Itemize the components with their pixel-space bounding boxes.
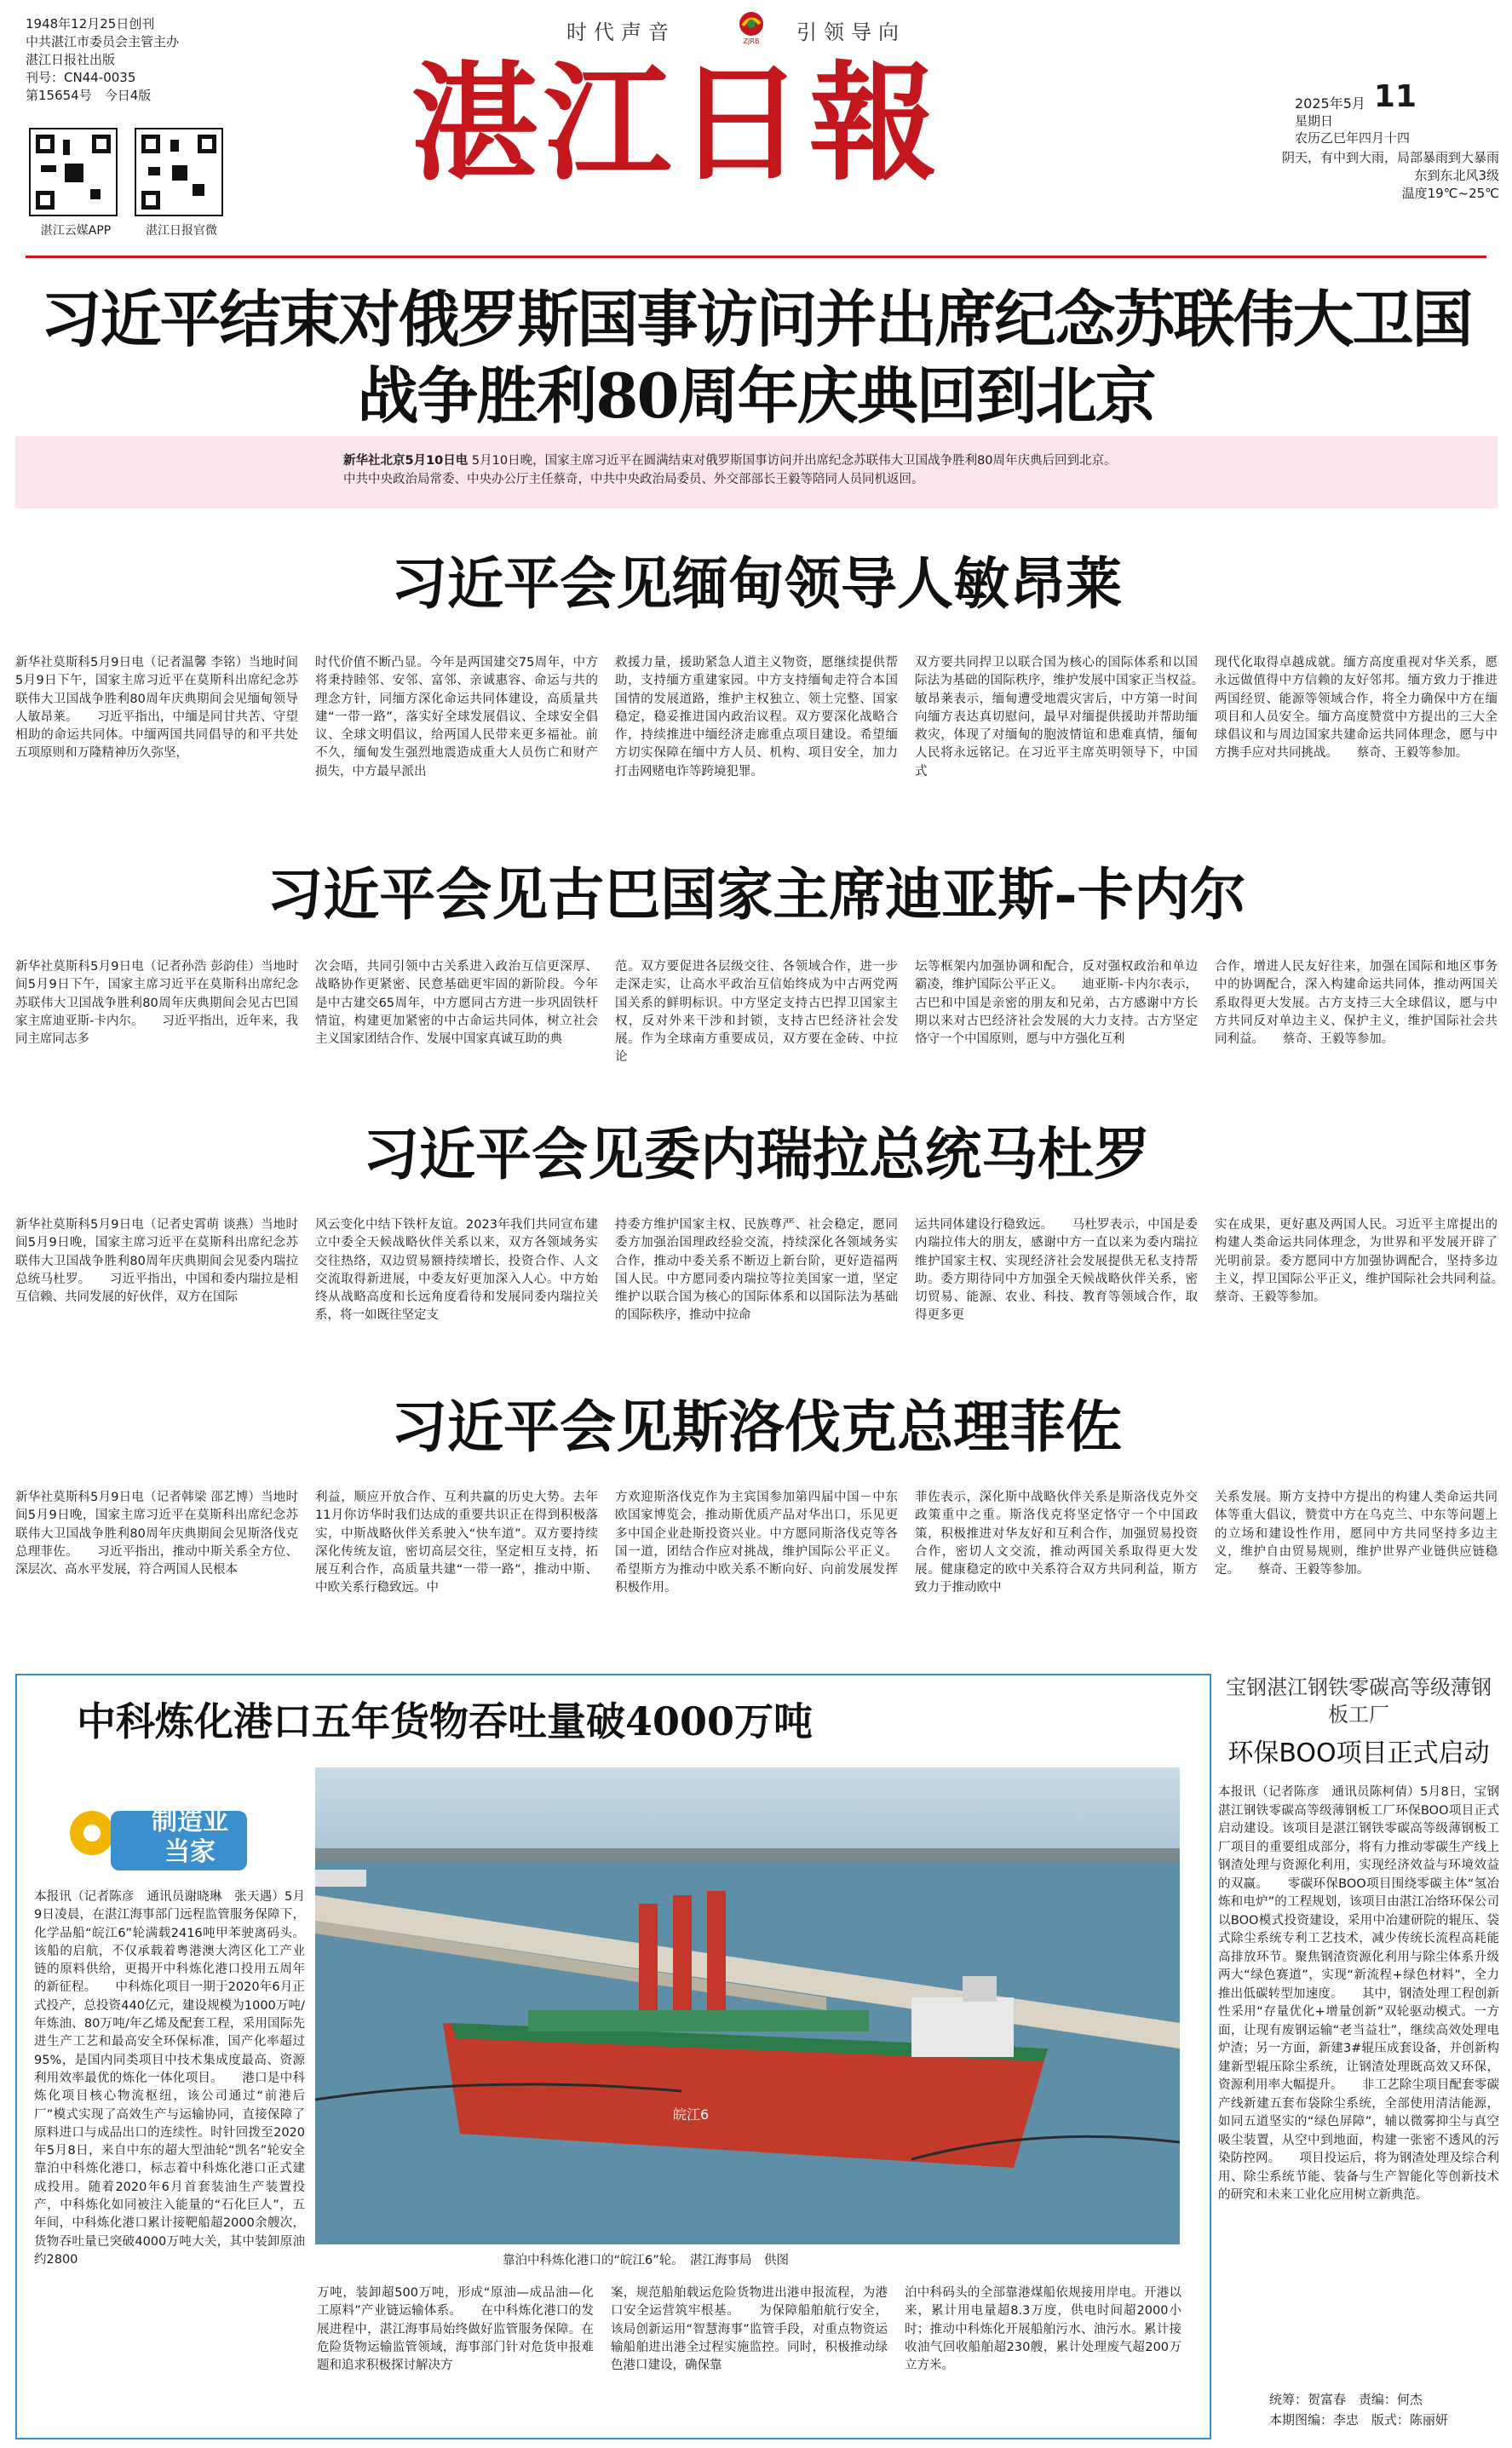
article-headline: 习近平会见古巴国家主席迪亚斯-卡内尔 (267, 861, 1246, 928)
article-column: 菲佐表示，深化斯中战略伙伴关系是斯洛伐克外交政策重中之重。斯洛伐克将坚定恪守一个中国政策，积极推进对华友好和互利合作，加强贸易投资合作，密切人文交流，推动两国关系取得更大发展。健康稳定的欧中关系符合双方共同利益，斯方致力于推动欧中 (915, 1491, 1198, 1595)
slogan-left: 时代声音 (566, 20, 676, 44)
newspaper-emblem-icon (731, 7, 772, 48)
feature-lower-columns (317, 2284, 1181, 2425)
feature-column: 泊中科码头的全部靠港煤船依规接用岸电。开港以来，累计用电量超8.3万度，供电时间超2000小时；推动中科炼化开展船舶污水、油污水。累计接收油气回收船舶超230艘，累计处理废气超200万立方米。 (905, 2286, 1181, 2373)
date-year-month: 2025年5月 (1295, 95, 1365, 112)
lead-headline: 习近平结束对俄罗斯国事访问并出席纪念苏联伟大卫国战争胜利80周年庆典回到北京 (40, 283, 1472, 432)
image-editor-label: 本期图编： (1269, 2412, 1334, 2428)
feature-column: 万吨，装卸超500万吨，形成“原油—成品油—化工原料”产业链运输体系。 在中科炼化港口的发展进程中，湛江海事局始终做好监管服务保障。在危险货物运输监管领域，海事部门针对危货申报难题和追求积极探讨解决方 (317, 2286, 594, 2373)
article-column: 关系发展。斯方支持中方提出的构建人类命运共同体等重大倡议，赞赏中方在乌克兰、中东等问题上的立场和建设性作用，愿同中方共同坚持多边主义，维护自由贸易规则，维护世界产业链供应链稳定。 蔡奇、王毅等参加。 (1215, 1491, 1498, 1577)
lead-summary-text (343, 451, 1195, 489)
article-column: 现代化取得卓越成就。缅方高度重视对华关系，愿永远做值得中方信赖的友好邻邦。缅方致力于推进两国经贸、能源等领域合作，将全力确保中方在缅项目和人员安全。缅方高度赞赏中方提出的三大全球倡议和与周边国家共建命运共同体理念，愿与中方携手应对共同挑战。 蔡奇、王毅等参加。 (1215, 656, 1498, 761)
article-column: 新华社莫斯科5月9日电（记者孙浩 彭韵佳）当地时间5月9日下午，国家主席习近平在莫斯科出席纪念苏联伟大卫国战争胜利80周年庆典期间会见古巴国家主席迪亚斯-卡内尔。 习近平指出，近年来，我同主席同志多 (15, 960, 298, 1047)
weekday: 星期日 (1295, 113, 1334, 129)
weather-line-3: 温度19℃~25℃ (1401, 186, 1499, 201)
sidebar-title: 环保BOO项目正式启动 (1227, 1738, 1490, 1768)
feature-column: 案，规范船舶载运危险货物进出港申报流程，为港口安全运营筑牢根基。 为保障船舶航行安全，该局创新运用“智慧海事”监管手段，对重点物资运输船舶进出港全过程实施监控。同时，积极推动绿色港口建设，确保靠 (611, 2286, 888, 2373)
badge-line-2: 当家 (164, 1837, 216, 1867)
article-headline: 习近平会见委内瑞拉总统马杜罗 (363, 1121, 1150, 1187)
issue-number: 第15654号 今日4版 (26, 88, 152, 103)
chief-label: 统筹： (1269, 2392, 1308, 2407)
article-body (15, 654, 1498, 842)
weather-block (1227, 149, 1499, 203)
lead-dateline: 新华社北京5月10日电 (343, 454, 469, 468)
article-headline: 习近平会见斯洛伐克总理菲佐 (391, 1394, 1122, 1460)
article-column: 实在成果，更好惠及两国人民。习近平主席提出的构建人类命运共同体理念，为世界和平发展开辟了光明前景。委方愿同中方加强协调配合，坚持多边主义，捍卫国际公平正义，维护国际社会共同利益。 蔡奇、王毅等参加。 (1215, 1218, 1498, 1305)
date-day: 11 (1373, 79, 1417, 114)
weather-line-2: 东到东北风3级 (1414, 168, 1499, 183)
article-column: 救援力量，援助紧急人道主义物资，愿继续提供帮助，支持缅方重建家园。中方支持缅甸走符合本国国情的发展道路，维护主权独立、领土完整、国家稳定，稳妥推进国内政治议程。双方要深化战略合作，持续推进中缅经济走廊重点项目建设。希望缅方切实保障在缅中方人员、机构、项目安全，加力打击网赌电诈等跨境犯罪。 (615, 656, 898, 779)
newspaper-logo: 湛江日報 (411, 49, 943, 198)
qr-label-app: 湛江云媒APP (40, 224, 112, 238)
layout-name: 陈丽妍 (1409, 2412, 1448, 2428)
article-column: 风云变化中结下铁杆友谊。2023年我们共同宣布建立中委全天候战略伙伴关系以来，双方各领域务实交往热络，双边贸易额持续增长，投资合作、人文交流取得新进展，中委友好更加深入人心。中方始终从战略高度和长远角度看待和发展同委内瑞拉关系，将一如既往坚定支 (315, 1218, 598, 1323)
masthead-divider (26, 256, 1486, 258)
emblem-text: ZJRB (743, 37, 760, 45)
date-block (1295, 79, 1499, 147)
cn-code: 刊号：CN44-0035 (26, 70, 136, 85)
sidebar-article (1218, 1674, 1499, 2337)
editor-credits (1269, 2389, 1491, 2430)
article-column: 新华社莫斯科5月9日电（记者温馨 李铭）当地时间5月9日下午，国家主席习近平在莫斯科出席纪念苏联伟大卫国战争胜利80周年庆典期间会见缅甸领导人敏昂莱。 习近平指出，中缅是同甘共苦、守望相助的命运共同体。中缅两国共同倡导的和平共处五项原则和万隆精神历久弥坚， (15, 656, 298, 761)
qr-block-app[interactable] (29, 128, 123, 238)
layout-label: 版式： (1371, 2412, 1410, 2428)
article-column: 合作，增进人民友好往来，加强在国际和地区事务中的协调配合，深入构建命运共同体，推动两国关系取得更大发展。古方支持三大全球倡议，愿与中方共同反对单边主义、保护主义，维护国际社会共同利益。 蔡奇、王毅等参加。 (1215, 960, 1498, 1047)
founded-date: 1948年12月25日创刊 (26, 16, 155, 32)
article-column: 时代价值不断凸显。今年是两国建交75周年，中方将秉持睦邻、安邻、富邻、亲诚惠容、命运与共的理念方针，同缅方深化命运共同体建设，高质量共建“一带一路”，落实好全球发展倡议、全球安全倡议、全球文明倡议，给两国人民带来更多福祉。前不久，缅甸发生强烈地震造成重大人员伤亡和财产损失，中方最早派出 (315, 656, 598, 779)
article-column: 方欢迎斯洛伐克作为主宾国参加第四届中国－中东欧国家博览会，推动斯优质产品对华出口，乐见更多中国企业赴斯投资兴业。中方愿同斯洛伐克等各国一道，团结合作应对挑战，维护国际公平正义。希望斯方为推动中欧关系不断向好、向前发展发挥积极作用。 (615, 1491, 898, 1595)
ship-name-label: 皖江6 (673, 2106, 710, 2123)
article-headline: 习近平会见缅甸领导人敏昂莱 (391, 550, 1122, 617)
badge-line-1: 制造业 (152, 1807, 228, 1836)
feature-headline: 中科炼化港口五年货物吞吐量破4000万吨 (77, 1698, 813, 1744)
supervisor: 中共湛江市委员会主管主办 (26, 34, 180, 49)
weather-line-1: 阴天，有中到大雨，局部暴雨到大暴雨 (1281, 150, 1499, 165)
qr-label-wechat: 湛江日报官微 (146, 224, 217, 238)
ship-photo (315, 1767, 1180, 2244)
feature-section (15, 1674, 1211, 2439)
lead-body-2: 中共中央政治局常委、中央办公厅主任蔡奇，中共中央政治局委员、外交部部长王毅等陪同人员同机返回。 (343, 473, 924, 486)
lead-body: 5月10日晚，国家主席习近平在圆满结束对俄罗斯国事访问并出席纪念苏联伟大卫国战争胜利80周年庆典后回到北京。 (471, 454, 1117, 468)
article-body (15, 958, 1498, 1107)
article-body (15, 1489, 1498, 1642)
article-column: 利益，顺应开放合作、互利共赢的历史大势。去年11月你访华时我们达成的重要共识正在得到积极落实，中斯战略伙伴关系驶入“快车道”。双方要持续深化传统友谊，密切高层交往，坚定相互支持，拓展互利合作，高质量共建“一带一路”，推动中斯、中欧关系行稳致远。中 (315, 1491, 598, 1595)
article-column: 运共同体建设行稳致远。 马杜罗表示，中国是委内瑞拉伟大的朋友，感谢中方一直以来为委内瑞拉维护国家主权、实现经济社会发展提供无私支持帮助。委方期待同中方加强全天候战略伙伴关系，密切贸易、能源、农业、科技、教育等领域合作，取得更多更 (915, 1218, 1198, 1323)
sidebar-pre-title: 宝钢湛江钢铁零碳高等级薄钢板工厂 (1226, 1675, 1492, 1727)
qr-code-wechat[interactable] (135, 128, 223, 216)
slogan-right: 引领导向 (796, 20, 905, 44)
manufacturing-badge (60, 1799, 264, 1880)
editor-name: 何杰 (1396, 2392, 1423, 2407)
article-column: 范。双方要促进各层级交往、各领域合作，进一步走深走实，让高水平政治互信始终成为中古两党两国关系的鲜明标识。中方坚定支持古巴捍卫国家主权，反对外来干涉和封锁，支持古巴经济社会发展。作为全球南方重要成员，双方要在金砖、中拉论 (615, 960, 898, 1065)
article-column: 双方要共同捍卫以联合国为核心的国际体系和以国际法为基础的国际秩序，维护发展中国家正当权益。 敏昂莱表示，缅甸遭受地震灾害后，中方第一时间向缅方表达真切慰问，最早对缅提供援助并帮助缅救灾，体现了对缅甸的胞波情谊和患难真情，缅甸人民将永远铭记。在习近平主席英明领导下，中国式 (915, 656, 1198, 779)
chief-name: 贺富春 (1308, 2392, 1347, 2407)
article-column: 坛等框架内加强协调和配合，反对强权政治和单边霸凌，维护国际公平正义。 迪亚斯-卡内尔表示，古巴和中国是亲密的朋友和兄弟，古方感谢中方长期以来对古巴经济社会发展的大力支持。古方坚定恪守一个中国原则，愿与中方强化互利 (915, 960, 1198, 1047)
feature-column: 本报讯（记者陈彦 通讯员谢晓琳 张天遇）5月9日凌晨，在湛江海事部门远程监管服务保障下，化学品船“皖江6”轮满载2416吨甲苯驶离码头。该船的启航，不仅承载着粤港澳大湾区化工产业链的原料供给，更揭开中科炼化港口投用五周年的新征程。 中科炼化项目一期于2020年6月正式投产，总投资440亿元，建设规模为1000万吨/年炼油、80万吨/年乙烯及配套工程，采用国际先进生产工艺和最高安全环保标准，国产化率超过95%，是国内同类项目中技术集成度最高、资源利用效率最优的炼化一体化项目。 港口是中科炼化项目核心物流枢纽，该公司通过“前港后厂”模式实现了高效生产与运输协同，直接保障了原料进口与成品出口的连续性。时针回拨至2020年5月8日，来自中东的超大型油轮“凯名”轮安全靠泊中科炼化港口，标志着中科炼化港口正式建成投用。随着2020年6月首套装油生产装置投产，中科炼化如同被注入能量的“石化巨人”，五年间，中科炼化港口累计接靶船超2000余艘次，货物吞吐量已突破4000万吨大关，其中装卸原油约2800 (34, 1890, 305, 2267)
lunar-date: 农历乙巳年四月十四 (1295, 130, 1411, 146)
qr-code-app[interactable] (29, 128, 118, 216)
image-editor-name: 李忠 (1333, 2412, 1360, 2428)
article-column: 新华社莫斯科5月9日电（记者史霄萌 谈燕）当地时间5月9日晚，国家主席习近平在莫斯科出席纪念苏联伟大卫国战争胜利80周年庆典期间会见委内瑞拉总统马杜罗。 习近平指出，中国和委内瑞拉是相互信赖、共同发展的好伙伴，双方在国际 (15, 1218, 298, 1305)
lead-summary-box (15, 436, 1498, 509)
masthead-info (26, 15, 196, 105)
article-column: 持委方维护国家主权、民族尊严、社会稳定，愿同委方加强治国理政经验交流，持续深化各领域务实合作，推动中委关系不断迈上新台阶，更好造福两国人民。中方愿同委内瑞拉等拉美国家一道，坚定维护以联合国为核心的国际体系和以国际法为基础的国际秩序，推动中拉命 (615, 1218, 898, 1323)
qr-block-wechat[interactable] (135, 128, 228, 238)
article-column: 新华社莫斯科5月9日电（记者韩梁 邵艺博）当地时间5月9日晚，国家主席习近平在莫斯科出席纪念苏联伟大卫国战争胜利80周年庆典期间会见斯洛伐克总理菲佐。 习近平指出，推动中斯关系全方位、深层次、高水平发展，符合两国人民根本 (15, 1491, 298, 1577)
sidebar-body: 本报讯（记者陈彦 通讯员陈柯倩）5月8日，宝钢湛江钢铁零碳高等级薄钢板工厂环保BOO项目正式启动建设。该项目是湛江钢铁零碳高等级薄钢板工厂项目的重要组成部分，将有力推动零碳生产线上钢渣处理与资源化利用，实现经济效益与环境效益的双赢。 零碳环保BOO项目围绕零碳主体“氢冶炼和电炉”的工程规划，该项目由湛江冶络环保公司以BOO模式投资建设，采用中冶建研院的辊压、袋式除尘系统专利工艺技术，减少传统长流程高耗能高排放环节。聚焦钢渣资源化利用与除尘体系升级两大“绿色赛道”，实现“新流程+绿色材料”，全力推出低碳转型加速度。 其中，钢渣处理工程创新性采用“存量优化+增量创新”双轮驱动模式。一方面，让现有废钢运输“老当益壮”，继续高效处理电炉渣；另一方面，新建3#辊压成套设备，并创新构建新型辊压除尘系统，让钢渣处理既高效又环保，资源利用率大幅提升。 非工艺除尘项目配套零碳产线新建五套布袋除尘系统，全部使用清洁能源，如同五道坚实的“绿色屏障”，辅以微雾抑尘与真空吸尘装置，从空中到地面，构建一张密不透风的污染防控网。 项目投运后，将为钢渣处理及综合利用、除尘系统节能、装备与生产智能化等创新技术的研究和未来工业化应用树立新典范。 (1218, 1785, 1499, 2202)
publisher: 湛江日报社出版 (26, 52, 116, 67)
photo-caption: 靠泊中科炼化港口的“皖江6”轮。 湛江海事局 供图 (503, 2254, 789, 2267)
editor-label: 责编： (1358, 2392, 1397, 2407)
article-body (15, 1216, 1498, 1365)
article-column: 次会晤，共同引领中古关系进入政治互信更深厚、战略协作更紧密、民意基础更牢固的新阶段。今年是中古建交65周年，中方愿同古方进一步巩固铁杆情谊，构建更加紧密的中古命运共同体，树立社会主义国家团结合作、发展中国家真诚互助的典 (315, 960, 598, 1047)
